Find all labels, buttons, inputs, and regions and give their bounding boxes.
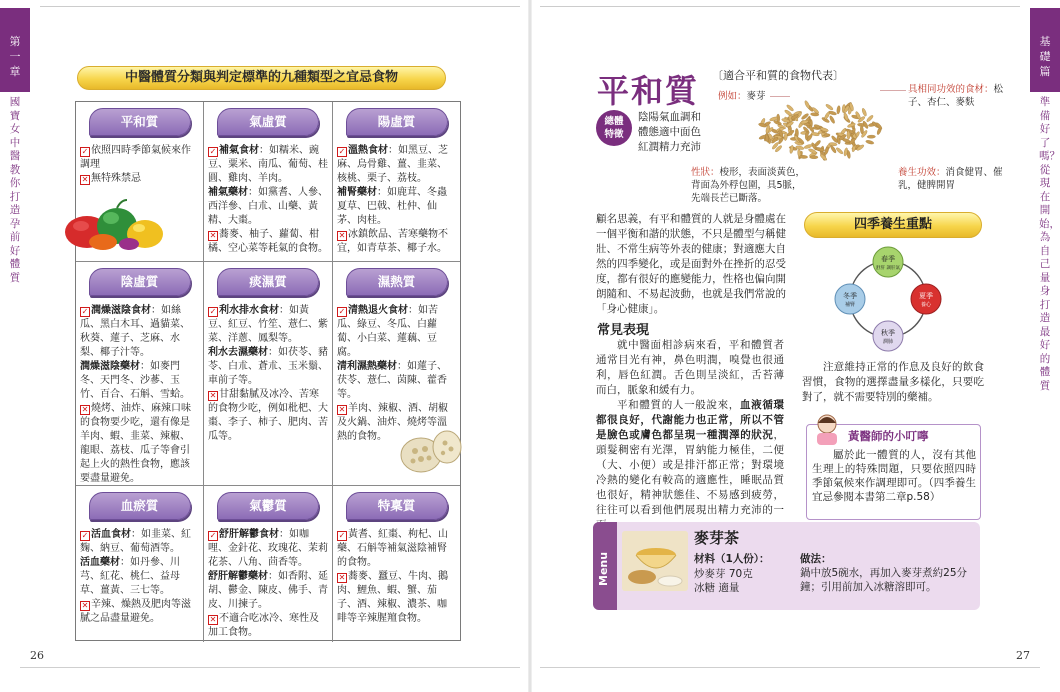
intro-paragraph: 顧名思義，有平和體質的人就是身體處在一個平衡和諧的狀態，不只是體型勻稱健壯、不常生病等外表的健康；對適應大自然的四季變化，或是面對外在挫折的忍受度，都有很好的應變能力，性格也偏向開朗隨和、不易起波動，也就是我們常說的「身心健康」。 xyxy=(596,213,786,315)
spring-sub: 舒肝 調肝氣 xyxy=(876,266,900,271)
line-keyword: 補氣食材 xyxy=(219,145,259,156)
page-number-left: 26 xyxy=(30,649,44,662)
grain-kernel xyxy=(825,103,834,111)
line-text: 燒烤、油炸、麻辣口味的食物要少吃，還有像是羊肉、蝦、韭菜、辣椒、龍眼、荔枝、瓜子等會引起上火的熱性食物，應該要盡量避免。 xyxy=(80,403,191,484)
constitution-cell-body xyxy=(208,144,328,256)
season-note: 注意維持正常的作息及良好的飲食習慣，食物的選擇盡量多樣化，只要吃對了，就不需要特別的藥補。 xyxy=(802,361,984,403)
constitution-cell xyxy=(76,262,204,486)
winter-label: 冬季 xyxy=(843,292,857,300)
doctor-tip-title: 黃醫師的小叮嚀 xyxy=(848,429,929,443)
constitution-cell-line xyxy=(80,304,199,360)
line-text: ：如香附、延胡、鬱金、陳皮、佛手、青皮、川揀子。 xyxy=(208,571,328,610)
line-keyword: 舒肝解鬱藥材 xyxy=(208,571,268,582)
constitution-cell-line xyxy=(208,570,328,612)
line-text: ：如丹參、川芎、紅花、桃仁、益母草、薑黃、三七等。 xyxy=(80,557,180,596)
line-keyword: 補氣藥材 xyxy=(208,187,248,198)
line-text: ：如絲瓜、黑白木耳、過貓菜、秋葵、蓮子、芝麻、水梨、椰子汁等。 xyxy=(80,305,190,358)
top-rule-left xyxy=(40,6,520,7)
constitution-cell-line xyxy=(208,304,328,346)
same-effect-label: 具相同功效的食材： xyxy=(908,84,994,95)
doctor-avatar-icon xyxy=(812,412,842,446)
same-effect-value: 松子、杏仁、麥麩 xyxy=(908,84,1004,108)
page-title: 平和質 xyxy=(597,72,700,110)
grain-kernel xyxy=(804,100,811,109)
constitution-cell-line xyxy=(208,228,328,256)
spring-label: 春季 xyxy=(881,255,895,263)
check-icon: ✓ xyxy=(209,147,217,156)
menu-tag xyxy=(593,522,617,610)
line-keyword: 利水去濕藥材 xyxy=(208,347,268,358)
constitution-cell-line xyxy=(208,186,328,228)
constitution-cell-title: 陰虛質 xyxy=(89,268,191,296)
constitution-cell-line xyxy=(337,186,456,228)
cross-icon: ✕ xyxy=(338,573,346,582)
constitution-cell xyxy=(76,486,204,642)
overall-feature-badge xyxy=(596,110,632,146)
grain-kernel xyxy=(830,145,837,154)
constitution-cell-line xyxy=(80,144,199,172)
cross-icon: ✕ xyxy=(209,391,217,400)
constitution-cell-line xyxy=(337,144,456,186)
constitution-cell xyxy=(204,102,333,262)
cross-icon: ✕ xyxy=(209,231,217,240)
method-text: 鍋中放5碗水，再加入麥芽煮約25分鐘；引用前加入冰糖溶即可。 xyxy=(800,567,968,593)
constitution-cell-title: 平和質 xyxy=(89,108,191,136)
constitution-cell-line xyxy=(337,304,456,360)
constitution-cell-body xyxy=(80,144,199,186)
lotus-root-icon xyxy=(397,425,465,475)
constitution-cell xyxy=(204,486,333,642)
paragraph-2-intro: 平和體質的人一般說來， xyxy=(617,399,740,411)
summer-label: 夏季 xyxy=(919,292,933,300)
chapter-tab-right xyxy=(1030,8,1060,92)
constitution-grid xyxy=(75,101,461,641)
same-effect-leader-line xyxy=(880,90,906,91)
constitution-cell-line xyxy=(208,612,328,640)
line-keyword: 利水排水食材 xyxy=(219,305,279,316)
line-text: 蕎麥、柚子、蘿蔔、柑橘、空心菜等耗氣的食物。 xyxy=(208,229,328,254)
check-icon: ✓ xyxy=(209,531,217,540)
grain-kernel xyxy=(829,115,836,124)
constitution-cell-line xyxy=(208,388,328,444)
line-text: ：如黑豆、芝麻、烏骨雞、薑、韭菜、核桃、栗子、荔枝。 xyxy=(337,145,448,184)
constitution-cell-body xyxy=(337,304,456,444)
constitution-cell-line xyxy=(337,528,456,570)
cross-icon: ✕ xyxy=(338,231,346,240)
cross-icon: ✕ xyxy=(209,615,217,624)
autumn-sub: 潤肺 xyxy=(882,339,894,345)
example-value: 麥芽 xyxy=(746,91,766,102)
check-icon: ✓ xyxy=(338,147,346,156)
method-label: 做法： xyxy=(800,553,832,565)
constitution-cell-line xyxy=(80,556,199,598)
paragraph-2-rest: ，頭髮稠密有光澤，胃納能力極佳，二便（大、小便）或是排汗都正常；對環境冷熱的變化有較高的適應性，睡眠品質也很好，精神狀態佳、不易感到疲勞，往往可以看到他們展現出精力充沛的一 xyxy=(596,429,784,516)
constitution-cell-body xyxy=(208,304,328,444)
autumn-label: 秋季 xyxy=(881,329,895,337)
line-keyword: 活血藥材 xyxy=(80,557,120,568)
traits-annotation xyxy=(691,166,809,205)
top-rule-right xyxy=(540,6,1020,7)
cross-icon: ✕ xyxy=(81,601,89,610)
vegetables-icon xyxy=(59,196,169,252)
grain-kernel xyxy=(835,147,843,155)
constitution-cell-title: 陽虛質 xyxy=(346,108,448,136)
line-text: 依照四時季節氣候來作調理 xyxy=(80,145,191,170)
paragraph-1: 就中醫面相診病來看，平和體質者通常目光有神，鼻色明潤，嗅覺也很通利，唇色紅潤。舌色則呈淡紅，舌苔薄而白，脈象和緩有力。 xyxy=(596,339,784,396)
constitution-cell-title: 血瘀質 xyxy=(89,492,191,520)
line-keyword: 清利濕熱藥材 xyxy=(337,361,397,372)
constitution-cell-body xyxy=(337,144,456,256)
traits-value: 梭形，表面淡黃色，背面為外稃包圍，具5脈，先端長芒已斷落。 xyxy=(691,167,806,204)
line-text: 無特殊禁忌 xyxy=(91,173,141,184)
check-icon: ✓ xyxy=(209,307,217,316)
constitution-cell-line xyxy=(80,528,199,556)
line-keyword: 清熱退火食材 xyxy=(348,305,408,316)
menu-tag-label: Menu xyxy=(597,551,610,586)
constitution-cell-body xyxy=(80,528,199,626)
summer-sub: 養心 xyxy=(920,302,932,308)
constitution-cell-line xyxy=(208,528,328,570)
constitution-cell-line xyxy=(80,598,199,626)
cross-icon: ✕ xyxy=(81,175,89,184)
check-icon: ✓ xyxy=(81,147,89,156)
grain-kernel xyxy=(824,111,831,120)
chapter-tab-left xyxy=(0,8,30,92)
line-keyword: 潤燥滋陰藥材 xyxy=(80,361,140,372)
line-text: 冰鎮飲品、苦寒藥物不宜，如青草茶、椰子水。 xyxy=(337,229,448,254)
example-leader-line xyxy=(770,96,790,97)
book-gutter xyxy=(528,0,532,692)
line-text: ：如咖哩、金針花、玫瑰花、茉莉花茶、八角、茴香等。 xyxy=(208,529,328,568)
line-keyword: 潤燥滋陰食材 xyxy=(91,305,151,316)
line-text: ：如麥門冬、天門冬、沙蔘、玉竹、百合、石斛、雪蛤。 xyxy=(80,361,190,400)
grain-kernel xyxy=(865,140,874,145)
chapter-tab-label: 第一章 xyxy=(9,35,21,78)
constitution-cell-line xyxy=(208,346,328,388)
tea-cup-icon xyxy=(622,531,688,591)
section-heading: 常見表現 xyxy=(597,323,650,338)
grain-kernel xyxy=(789,145,794,154)
grain-kernel xyxy=(861,108,867,117)
constitution-cell-line xyxy=(208,144,328,186)
line-keyword: 活血食材 xyxy=(91,529,131,540)
line-text: 甘甜黏膩及冰冷、苦寒的食物少吃，例如枇杷、大棗、李子、柿子、肥肉、苦瓜等。 xyxy=(208,389,328,442)
constitution-cell-body xyxy=(80,304,199,486)
grain-kernel xyxy=(799,155,808,159)
overall-feature-text: 陰陽氣血調和體態適中面色紅潤精力充沛 xyxy=(638,111,701,153)
constitution-cell-title: 濕熱質 xyxy=(346,268,448,296)
malt-grain-icon xyxy=(752,92,888,164)
constitution-cell xyxy=(333,102,460,262)
bottom-rule-left xyxy=(20,667,520,668)
effect-label: 養生功效： xyxy=(898,167,946,178)
right-side-text: 準備好了嗎？從現在開始，為自己量身打造最好的體質 xyxy=(1039,96,1060,392)
constitution-cell-title: 痰濕質 xyxy=(217,268,319,296)
line-text: ：如韭菜、紅麴、納豆、葡萄酒等。 xyxy=(80,529,191,554)
example-label: 例如： xyxy=(718,91,747,102)
check-icon: ✓ xyxy=(81,307,89,316)
grain-kernel xyxy=(810,156,818,159)
effect-value: 消食健胃、催乳，健脾開胃 xyxy=(898,167,1003,191)
bottom-rule-right xyxy=(540,667,1040,668)
line-text: ：如鹿茸、冬蟲夏草、巴戟、杜仲、仙茅、肉桂。 xyxy=(337,187,447,226)
line-text: 不適合吃冰冷、寒性及加工食物。 xyxy=(208,613,319,638)
cross-icon: ✕ xyxy=(338,405,346,414)
constitution-cell-line xyxy=(80,172,199,186)
food-table-banner: 中醫體質分類與判定標準的九種類型之宜忌食物 xyxy=(77,66,446,90)
example-annotation xyxy=(718,90,766,103)
ingredient-1: 炒麥芽 70克 xyxy=(694,568,753,580)
line-text: ：如糯米、豌豆、粟米、南瓜、葡萄、桂圓、雞肉、羊肉。 xyxy=(208,145,328,184)
same-effect-annotation xyxy=(908,83,1016,109)
constitution-cell-body xyxy=(208,528,328,640)
paragraph-2 xyxy=(596,398,784,533)
constitution-cell-line xyxy=(337,570,456,626)
doctor-tip-text: 屬於此一體質的人，沒有其他生理上的特殊問題，只要依照四時季節氣候來作調理即可。（四季養生宜忌參閱本書第二章p.58） xyxy=(812,449,976,503)
winter-sub: 補腎 xyxy=(844,302,856,308)
line-keyword: 溫熱食材 xyxy=(348,145,388,156)
badge-label: 總體特徵 xyxy=(604,116,624,140)
grain-kernel xyxy=(847,131,850,139)
line-text: ：如黨耆、人參、西洋參、白朮、山藥、黃精、大棗。 xyxy=(208,187,328,226)
line-text: 羊肉、辣椒、酒、胡椒及火鍋、油炸、燒烤等溫熱的食物。 xyxy=(337,403,448,442)
constitution-cell-title: 特稟質 xyxy=(346,492,448,520)
line-text: ：如黃豆、紅豆、竹笙、薏仁、紫菜、洋蔥、鳳梨等。 xyxy=(208,305,328,344)
constitution-cell-line xyxy=(80,360,199,402)
constitution-cell xyxy=(204,262,333,486)
menu-name: 麥芽茶 xyxy=(694,529,740,547)
line-keyword: 舒肝解鬱食材 xyxy=(219,529,279,540)
ingredients-label: 材料（1人份）： xyxy=(694,553,770,565)
grain-kernel xyxy=(836,105,840,114)
check-icon: ✓ xyxy=(338,531,346,540)
season-cycle-diagram xyxy=(826,246,950,352)
check-icon: ✓ xyxy=(81,531,89,540)
effect-annotation xyxy=(898,166,1016,192)
ingredient-2: 冰糖 適量 xyxy=(694,582,740,594)
line-text: 辛辣、燥熱及肥肉等滋膩之品盡量避免。 xyxy=(80,599,191,624)
line-text: 黃耆、紅棗、枸杞、山藥、石斛等補氣滋陰補腎的食物。 xyxy=(337,529,448,568)
constitution-cell-line xyxy=(337,360,456,402)
line-text: 蕎麥、蠶豆、牛肉、鵝肉、鯉魚、蝦、蟹、茄子、酒、辣椒、濃茶、咖啡等辛辣腥羶食物。 xyxy=(337,571,448,624)
chapter-tab-label-right: 基礎篇 xyxy=(1039,35,1051,78)
season-banner: 四季養生重點 xyxy=(804,212,982,238)
grain-kernel xyxy=(804,144,813,150)
constitution-cell-line xyxy=(337,228,456,256)
food-representative-label: 〔適合平和質的食物代表〕 xyxy=(712,69,844,82)
left-side-text: 國寶女中醫 教你打造孕前好體質 xyxy=(9,96,21,284)
constitution-cell-title: 氣虛質 xyxy=(217,108,319,136)
malt-tea-photo xyxy=(622,531,688,591)
line-keyword: 補腎藥材 xyxy=(337,187,377,198)
check-icon: ✓ xyxy=(338,307,346,316)
constitution-cell-body xyxy=(337,528,456,626)
line-text: ：如苦瓜、綠豆、冬瓜、白蘿蔔、小白菜、蓮藕、豆腐。 xyxy=(337,305,438,358)
paragraph-2-emphasis: 血液循環都很良好，代謝能力也正常，所以不管是臉色或膚色都呈現一種潤澤的狀況 xyxy=(596,399,785,441)
page-number-right: 27 xyxy=(1016,649,1030,662)
constitution-cell xyxy=(333,486,460,642)
grain-kernel xyxy=(867,135,876,138)
cross-icon: ✕ xyxy=(81,405,89,414)
constitution-cell-line xyxy=(80,402,199,486)
grain-kernel xyxy=(866,114,874,122)
traits-label: 性狀： xyxy=(691,167,720,178)
line-text: ：如蓮子、茯苓、薏仁、茵陳、藿香等。 xyxy=(337,361,447,400)
constitution-cell-title: 氣鬱質 xyxy=(217,492,319,520)
line-text: ：如茯苓、豬苓、白朮、蒼朮、玉米鬚、車前子等。 xyxy=(208,347,328,386)
